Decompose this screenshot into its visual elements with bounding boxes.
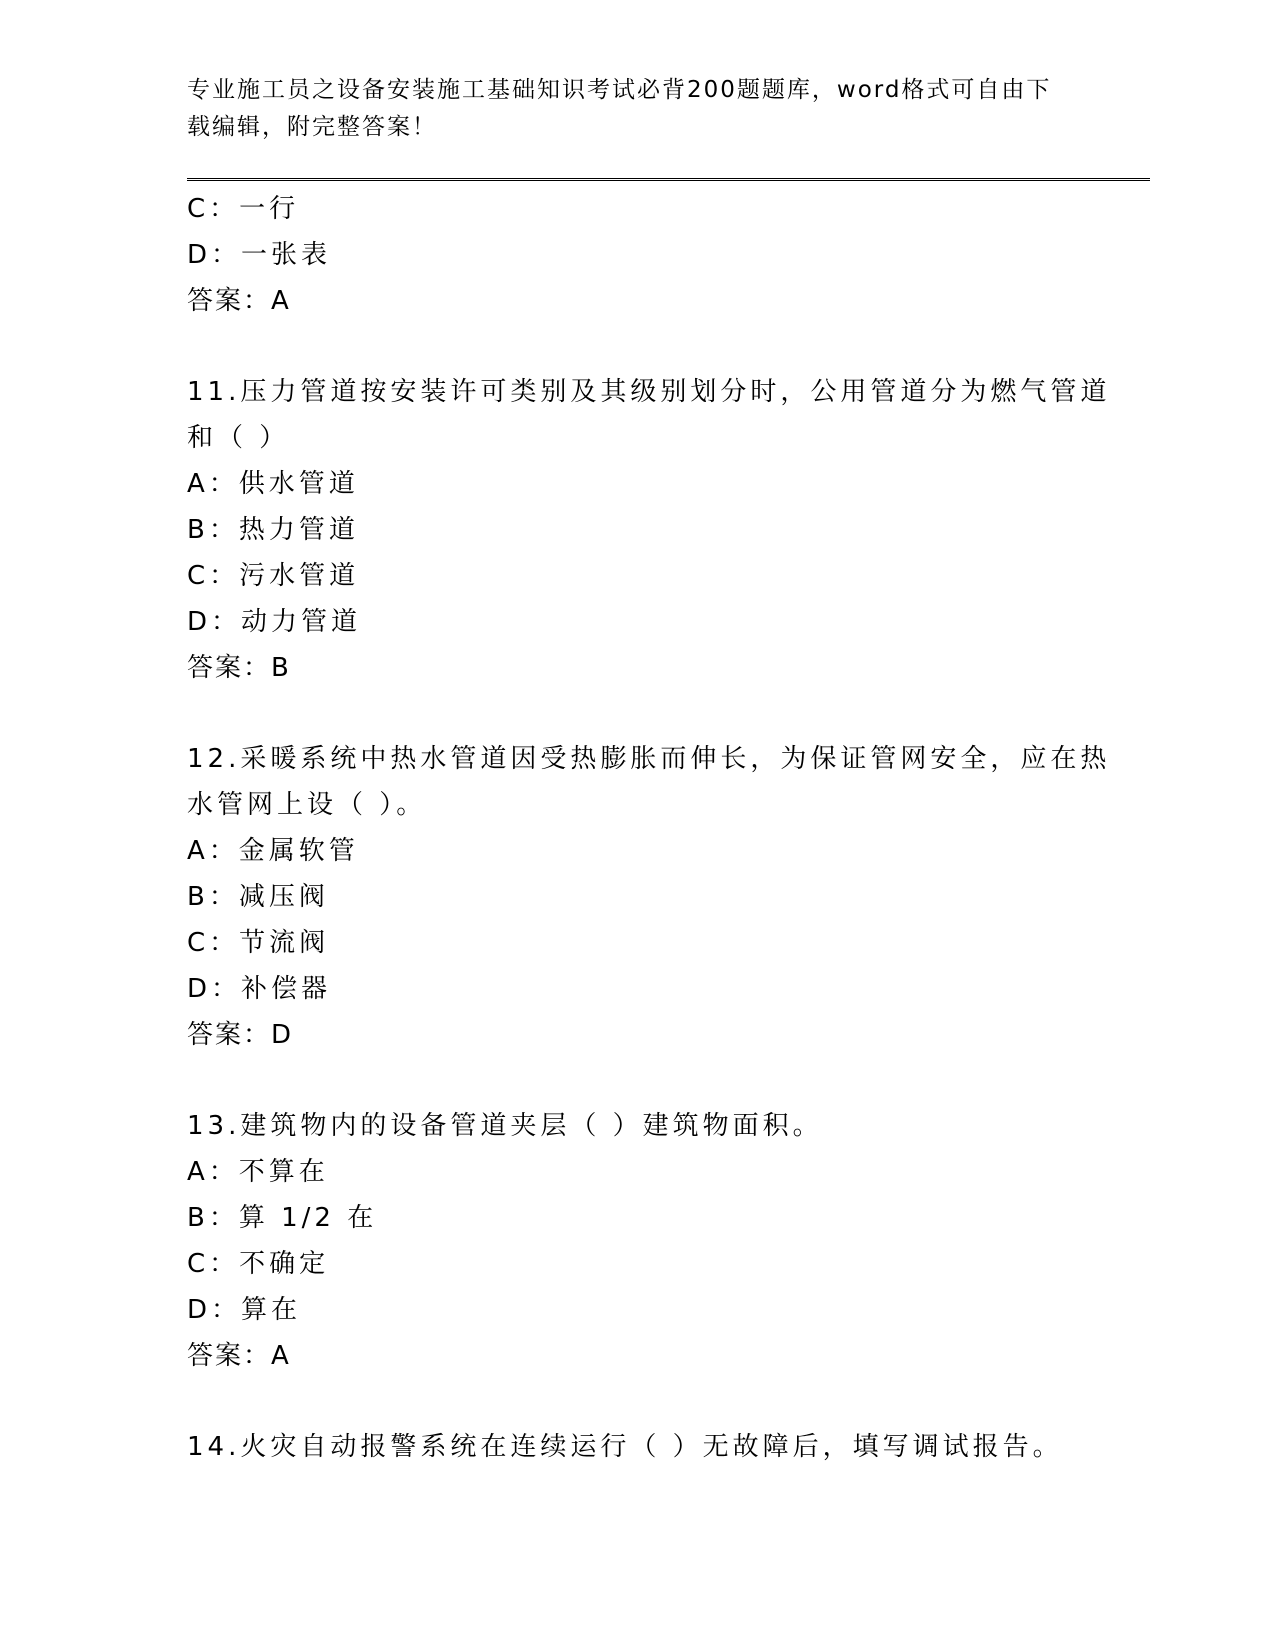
spacer bbox=[187, 1058, 1087, 1103]
answer-line: 答案：A bbox=[187, 1341, 291, 1371]
question-block-11 bbox=[187, 369, 1111, 691]
option-c: C：一行 bbox=[187, 194, 300, 224]
option-d: D：补偿器 bbox=[187, 974, 332, 1004]
option-c: C：污水管道 bbox=[187, 561, 360, 591]
option-d: D：一张表 bbox=[187, 240, 332, 270]
option-b: B：热力管道 bbox=[187, 515, 359, 545]
option-d: D：动力管道 bbox=[187, 607, 362, 637]
option-a: A：供水管道 bbox=[187, 469, 359, 499]
header-text: 专业施工员之设备安装施工基础知识考试必背200题题库，word格式可自由下载编辑，附完整答案！ bbox=[187, 77, 1052, 140]
option-a: A：不算在 bbox=[187, 1157, 329, 1187]
question-block-14 bbox=[187, 1424, 1087, 1470]
question-text-line: 14.火灾自动报警系统在连续运行（ ）无故障后，填写调试报告。 bbox=[187, 1432, 1063, 1462]
question-text-line: 11.压力管道按安装许可类别及其级别划分时，公用管道分为燃气管道 bbox=[187, 377, 1111, 407]
question-list bbox=[187, 186, 1111, 1470]
question-block-12 bbox=[187, 736, 1111, 1058]
answer-line: 答案：D bbox=[187, 1020, 294, 1050]
question-block-13 bbox=[187, 1103, 1087, 1379]
answer-line: 答案：B bbox=[187, 653, 291, 683]
question-text-line: 13.建筑物内的设备管道夹层（ ）建筑物面积。 bbox=[187, 1111, 823, 1141]
question-block-10-continued bbox=[187, 186, 1087, 324]
spacer bbox=[187, 691, 1087, 736]
page-header bbox=[187, 72, 1067, 146]
question-text-line: 和（ ） bbox=[187, 423, 290, 453]
option-a: A：金属软管 bbox=[187, 836, 359, 866]
option-c: C：不确定 bbox=[187, 1249, 330, 1279]
spacer bbox=[187, 324, 1087, 369]
spacer bbox=[187, 1379, 1087, 1424]
option-c: C：节流阀 bbox=[187, 928, 330, 958]
question-text-line: 12.采暖系统中热水管道因受热膨胀而伸长，为保证管网安全，应在热 bbox=[187, 744, 1111, 774]
option-b: B：减压阀 bbox=[187, 882, 329, 912]
header-divider bbox=[187, 178, 1150, 181]
answer-line: 答案：A bbox=[187, 286, 291, 316]
option-d: D：算在 bbox=[187, 1295, 302, 1325]
option-b: B：算 1/2 在 bbox=[187, 1203, 378, 1233]
question-text-line: 水管网上设（ ）。 bbox=[187, 790, 427, 820]
